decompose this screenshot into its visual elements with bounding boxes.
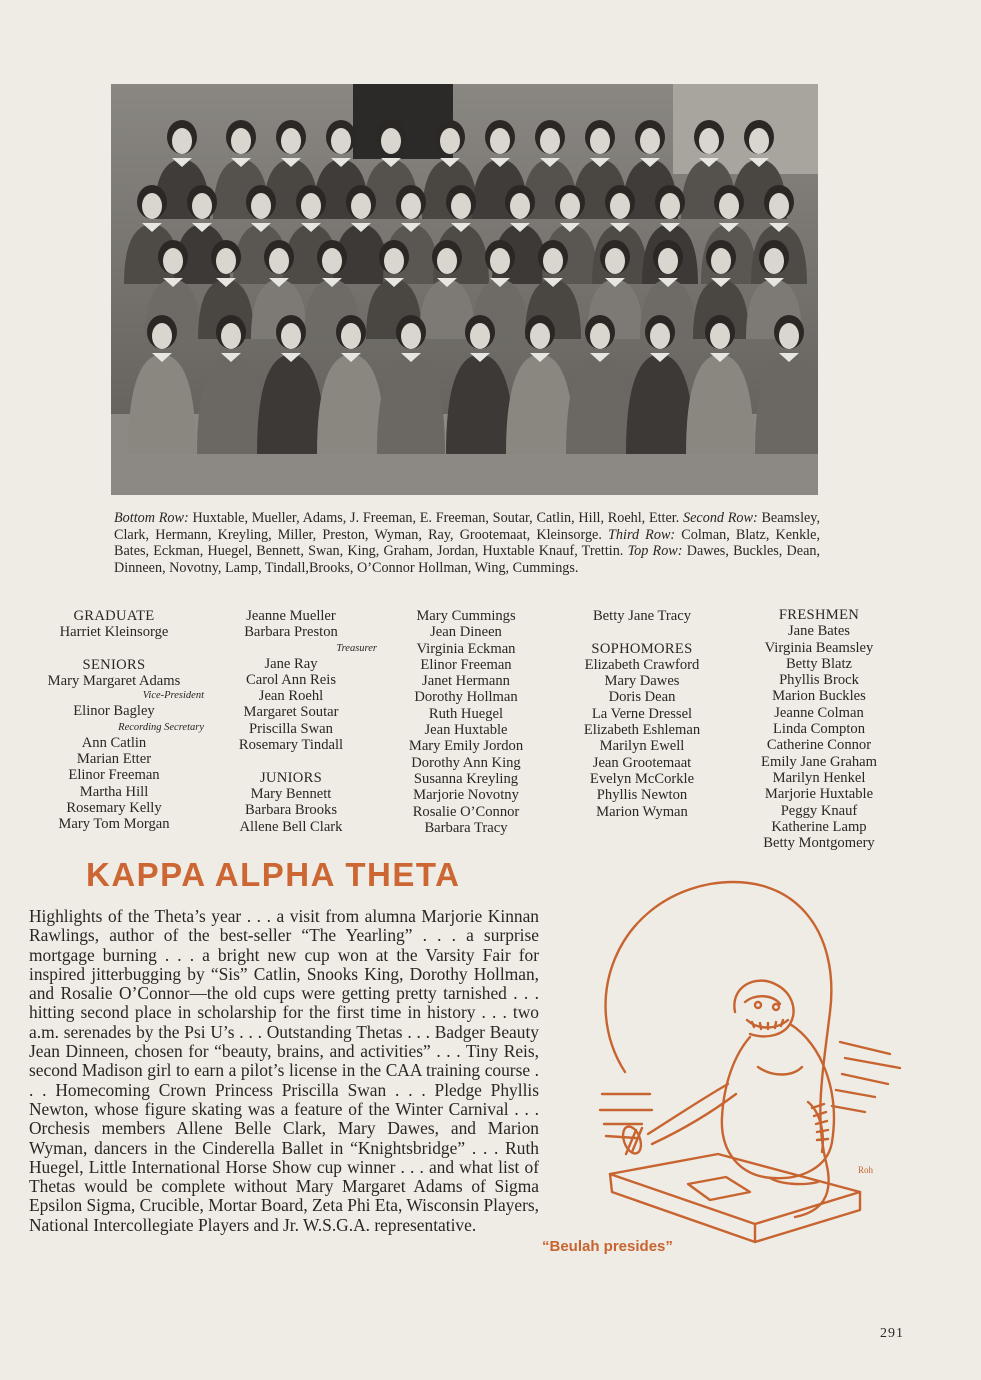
member-name: Jane Bates xyxy=(787,623,850,640)
group-photo-image xyxy=(111,84,818,495)
member-name: Rosemary Tindall xyxy=(238,737,344,754)
beulah-cartoon-illustration xyxy=(540,862,950,1282)
highlights-text xyxy=(29,907,539,1235)
members-column-5 xyxy=(748,607,890,851)
member-name: Marilyn Ewell xyxy=(599,738,685,755)
member-name: Phyllis Newton xyxy=(596,787,688,804)
photo-caption xyxy=(114,510,820,576)
member-name: Barbara Brooks xyxy=(245,802,337,819)
caption-second-row-label: Second Row: xyxy=(683,510,758,526)
caption-second-row-names: Beamsley, Clark, Hermann, Kreyling, Miller, Preston, Wyman, Ray, Grootemaat, Kleinsorge. xyxy=(114,510,821,543)
role-vice-president: Vice-President xyxy=(142,690,204,702)
member-name: Martha Hill xyxy=(79,783,149,800)
caption-top-row-names: Dawes, Buckles, Dean, Dinneen, Novotny, Lamp, Tindall,Brooks, O’Connor Hollman, Wing, Cummings. xyxy=(114,543,821,576)
member-name: Betty Montgomery xyxy=(763,835,875,852)
member-name: Mary Dawes xyxy=(604,673,680,690)
member-name: Barbara Preston xyxy=(244,624,338,641)
member-name: Rosalie O’Connor xyxy=(412,803,520,820)
page-number: 291 xyxy=(880,1326,904,1341)
member-name: Jean Huxtable xyxy=(424,722,508,739)
member-name: Elinor Freeman xyxy=(68,767,160,784)
member-name: Mary Cummings xyxy=(416,608,516,624)
member-name: Ann Catlin xyxy=(81,734,147,751)
member-name: Marion Wyman xyxy=(596,803,688,820)
member-name: Jean Dineen xyxy=(430,624,502,641)
caption-third-row-label: Third Row: xyxy=(608,526,676,543)
cartoon-signature: Roh xyxy=(858,1165,874,1175)
member-name: Carol Ann Reis xyxy=(246,671,336,688)
juniors-heading: JUNIORS xyxy=(259,769,323,786)
cartoon-caption: “Beulah presides” xyxy=(542,1238,673,1255)
role-treasurer: Treasurer xyxy=(336,642,377,654)
page-title: KAPPA ALPHA THETA xyxy=(86,856,461,893)
member-name: Margaret Soutar xyxy=(243,704,339,721)
members-column-1 xyxy=(32,608,204,833)
seniors-list xyxy=(32,735,196,833)
seniors-list-continued xyxy=(221,608,361,641)
member-name: Emily Jane Graham xyxy=(761,753,877,770)
caption-top-row-label: Top Row: xyxy=(627,543,683,560)
member-name: Marjorie Novotny xyxy=(413,787,519,804)
caption-bottom-row-label: Bottom Row: xyxy=(114,510,189,526)
member-name: Jeanne Mueller xyxy=(246,608,336,624)
juniors-list-continued xyxy=(396,608,536,836)
member-name: Virginia Beamsley xyxy=(764,639,874,656)
juniors-list xyxy=(221,786,361,835)
member-name: Mary Tom Morgan xyxy=(58,816,170,833)
member-name: Allene Bell Clark xyxy=(239,818,343,835)
member-name: Catherine Connor xyxy=(766,737,872,754)
freshmen-list xyxy=(748,623,890,851)
members-column-2 xyxy=(221,608,377,835)
member-name: Mary Emily Jordon xyxy=(408,738,524,755)
freshmen-heading: FRESHMEN xyxy=(778,607,860,623)
sophomores-list xyxy=(572,657,712,820)
member-name: Barbara Tracy xyxy=(424,819,508,836)
member-name: Mary Bennett xyxy=(250,785,332,802)
member-name: Phyllis Brock xyxy=(779,672,859,689)
member-name: Marjorie Huxtable xyxy=(764,786,874,803)
member-name: Betty Jane Tracy xyxy=(592,608,692,624)
seniors-heading: SENIORS xyxy=(82,656,146,673)
member-name: Marion Buckles xyxy=(772,688,866,705)
graduate-list xyxy=(32,624,196,640)
member-name: Elizabeth Eshleman xyxy=(583,722,701,739)
member-name: Betty Blatz xyxy=(785,655,853,672)
member-name: Jane Ray xyxy=(264,655,318,672)
member-name: Priscilla Swan xyxy=(249,720,333,737)
member-president: Mary Margaret Adams xyxy=(47,673,181,690)
group-photo xyxy=(111,84,818,495)
member-name: Dorothy Hollman xyxy=(414,689,518,706)
caption-third-row-names: Colman, Blatz, Kenkle, Bates, Eckman, Huegel, Bennett, Swan, King, Graham, Jordan, Huxtable Knauf, Trettin. xyxy=(114,526,821,560)
member-name: Jean Grootemaat xyxy=(592,754,692,771)
member-name: Rosemary Kelly xyxy=(66,799,162,816)
seniors-list-continued-2 xyxy=(221,656,361,754)
member-name: Susanna Kreyling xyxy=(413,770,519,787)
member-name: Evelyn McCorkle xyxy=(589,770,695,787)
role-recording-secretary: Recording Secretary xyxy=(118,721,204,733)
member-name: Peggy Knauf xyxy=(780,802,858,819)
sophomores-heading: SOPHOMORES xyxy=(591,640,693,657)
highlights-paragraph: Highlights of the Theta’s year . . . a visit from alumna Marjorie Kinnan Rawlings, author of the best-seller “The Yearling” . . . a surprise mortgage burning . . . a bright new cup won at the Varsity Fair for inspired jitterbugging by “Sis” Catlin, Snooks King, Dorothy Hollman, and Rosalie O’Connor—the old cups were getting pretty tarnished . . . hitting second place in scholarship for the first time in history . . . two a.m. serenades by the Psi U’s . . . Outstanding Thetas . . . Badger Beauty Jean Dinneen, chosen for “beauty, brains, and activities” . . . Tiny Reis, second Madison girl to earn a pilot’s license in the CAA training course . . . Homecoming Crown Princess Priscilla Swan . . . Pledge Phyllis Newton, whose figure skating was a feature of the Winter Carnival . . . Orchesis members Allene Belle Clark, Mary Dawes, and Marion Wyman, dancers in the Cinderella Ballet in “Knightsbridge” . . . Ruth Huegel, Little International Horse Show cup winner . . . and what list of Thetas would be complete without Mary Margaret Adams of Sigma Epsilon Sigma, Crucible, Mortar Board, Zeta Phi Eta, Wisconsin Players, National Intercollegiate Players and Jr. W.S.G.A. representative. xyxy=(29,906,539,1235)
member-name: Marilyn Henkel xyxy=(772,769,866,786)
members-column-3 xyxy=(396,608,536,836)
graduate-heading: GRADUATE xyxy=(73,608,155,624)
member-name: La Verne Dressel xyxy=(591,705,693,722)
member-name: Doris Dean xyxy=(608,689,676,706)
member-name: Linda Compton xyxy=(772,721,866,738)
members-column-4 xyxy=(572,608,712,820)
member-name: Elizabeth Crawford xyxy=(584,656,700,673)
member-name: Dorothy Ann King xyxy=(411,754,521,771)
member-name: Elinor Freeman xyxy=(420,656,512,673)
caption-bottom-row-names: Huxtable, Mueller, Adams, J. Freeman, E. Freeman, Soutar, Catlin, Hill, Roehl, Etter. xyxy=(192,510,680,526)
member-name: Harriet Kleinsorge xyxy=(59,624,169,641)
member-name: Jean Roehl xyxy=(258,688,324,705)
member-name: Katherine Lamp xyxy=(771,818,867,835)
member-vice-president: Elinor Bagley xyxy=(73,703,155,720)
member-name: Janet Hermann xyxy=(422,673,510,690)
member-name: Marian Etter xyxy=(76,751,152,768)
juniors-list-end xyxy=(572,608,712,624)
member-name: Ruth Huegel xyxy=(428,705,504,722)
member-name: Virginia Eckman xyxy=(416,640,516,657)
member-name: Jeanne Colman xyxy=(774,704,864,721)
